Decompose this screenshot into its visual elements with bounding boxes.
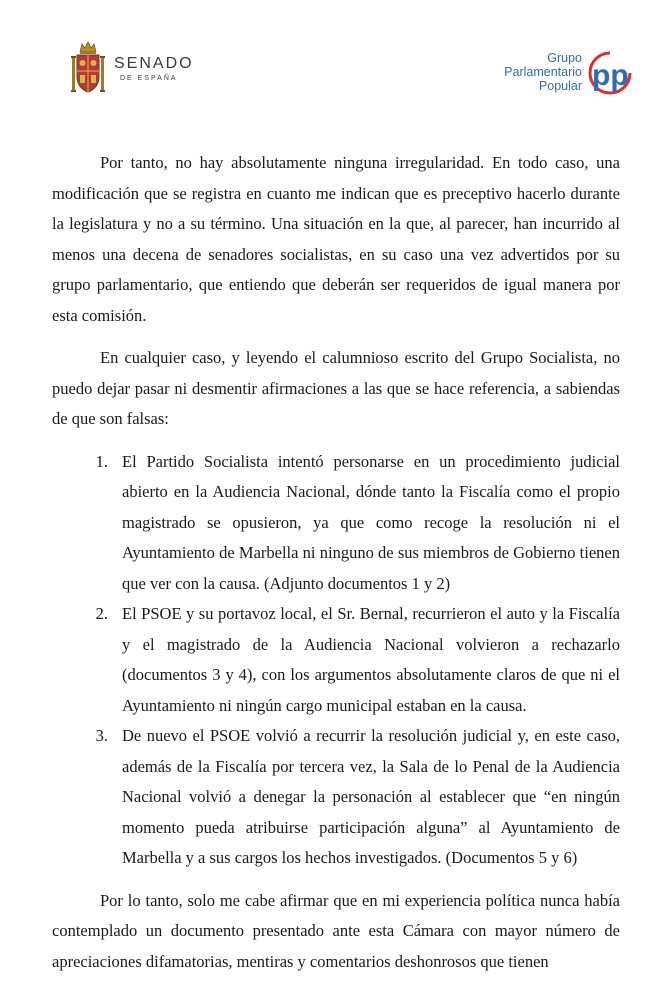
numbered-list: [52, 447, 620, 874]
list-item-text: De nuevo el PSOE volvió a recurrir la resolución judicial y, en este caso, además de la Fiscalía por tercera vez, la Sala de lo Penal de la Audiencia Nacional volvió a denegar la personación al establecer que “en ningún momento pueda atribuirse participación alguna” al Ayuntamiento de Marbella y a sus cargos los hechos investigados. (Documentos 5 y 6): [122, 726, 620, 867]
senado-logo: [70, 38, 194, 98]
list-item-number: 1.: [95, 451, 108, 471]
pp-line-1: Grupo: [547, 51, 582, 65]
paragraph-3: Por lo tanto, solo me cabe afirmar que en mi experiencia política nunca había contemplado un documento presentado ante esta Cámara con mayor número de apreciaciones difamatorias, mentiras y comentarios deshonrosos que tienen: [52, 890, 620, 971]
senado-crest-icon: [70, 38, 106, 98]
list-item-number: 3.: [95, 726, 108, 745]
list-item-text: El PSOE y su portavoz local, el Sr. Bernal, recurrieron el auto y la Fiscalía y el magistrado de la Audiencia Nacional volvieron a rechazarlo (documentos 3 y 4), con los argumentos absolutamente claros de que ni el Ayuntamiento ni ningún cargo municipal estaban en la causa.: [122, 604, 620, 715]
pp-line-3: Popular: [538, 79, 582, 93]
paragraph-2: En cualquier caso, y leyendo el calumnioso escrito del Grupo Socialista, no puedo dejar pasar ni desmentir afirmaciones a las que se hace referencia, a sabiendas de que son falsas:: [52, 348, 620, 428]
list-item-number: 2.: [95, 604, 108, 623]
page-header: [0, 0, 664, 110]
pp-logo-text: pp: [592, 59, 629, 92]
document-body: [52, 148, 620, 977]
list-item-text: El Partido Socialista intentó personarse en un procedimiento judicial abierto en la Audiencia Nacional, dónde tanto la Fiscalía como el propio magistrado se opusieron, ya que como recoge la resolución ni el Ayuntamiento de Marbella ni ninguno de sus miembros de Gobierno tienen que ver con la causa. (Adjunto documentos 1 y 2): [122, 451, 620, 593]
senado-name: SENADO: [114, 54, 194, 72]
pp-line-2: Parlamentario: [504, 65, 582, 79]
list-item: [52, 447, 620, 600]
senado-subtitle: DE ESPAÑA: [120, 74, 178, 82]
pp-logo-icon: [586, 47, 634, 97]
pp-group-name: [504, 51, 582, 93]
paragraph-1: Por tanto, no hay absolutamente ninguna irregularidad. En todo caso, una modificación que se registra en cuanto me indican que es preceptivo hacerlo durante la legislatura y no a su término. Una situación en la que, al parecer, han incurrido al menos una decena de senadores socialistas, en su caso una vez advertidos por su grupo parlamentario, que entiendo que deberán ser requeridos de igual manera por esta comisión.: [52, 153, 620, 325]
pp-logo: [504, 47, 634, 97]
list-item: [52, 599, 620, 721]
list-item: [52, 721, 620, 874]
